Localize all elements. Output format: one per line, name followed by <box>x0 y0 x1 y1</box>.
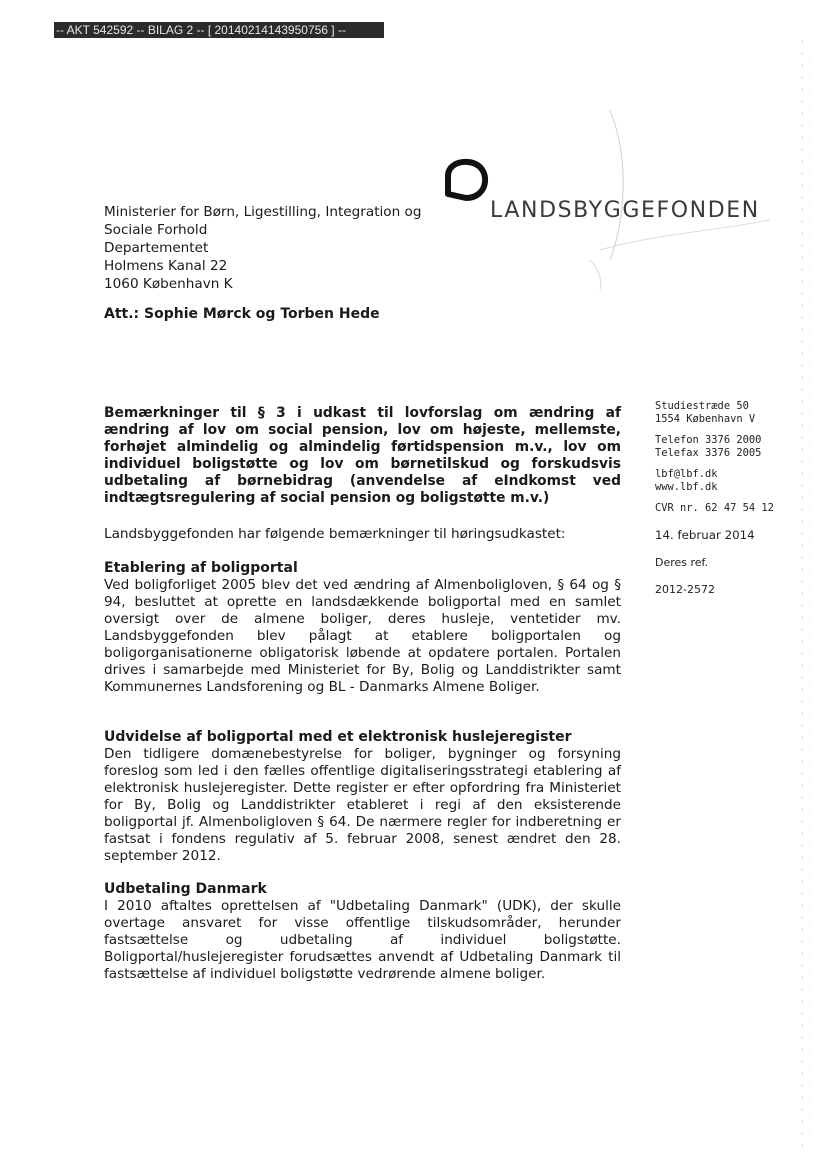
sender-phone: Telefon 3376 2000 <box>655 434 762 446</box>
letter-intro: Landsbyggefonden har følgende bemærkninger til høringsudkastet: <box>104 526 566 542</box>
sender-city: 1554 København V <box>655 413 756 425</box>
sender-cvr: CVR nr. 62 47 54 12 <box>655 502 774 514</box>
letter-date: 14. februar 2014 <box>655 528 755 542</box>
recipient-line: 1060 København K <box>104 276 233 292</box>
section-heading: Etablering af boligportal <box>104 560 298 576</box>
attention-line: Att.: Sophie Mørck og Torben Hede <box>104 306 380 322</box>
section-heading: Udbetaling Danmark <box>104 881 267 897</box>
section-huslejeregister <box>104 729 621 865</box>
section-body: I 2010 aftaltes oprettelsen af "Udbetaling Danmark" (UDK), der skulle overtage ansvaret for visse offentlige tilskudsområder, herunder fastsættelse og udbetaling af individuel boligstøtte. Boligportal/huslejeregister forudsættes anvendt af Udbetaling Danmark til fastsættelse af individuel boligstøtte vedrørende almene boliger. <box>104 898 621 982</box>
recipient-line: Departementet <box>104 240 209 256</box>
sender-street: Studiestræde 50 <box>655 400 749 412</box>
recipient-address <box>104 203 464 293</box>
section-body: Ved boligforliget 2005 blev det ved ændring af Almenboligloven, § 64 og § 94, besluttet at oprette en landsdækkende boligportal med en samlet oversigt over de almene boliger, deres husleje, ventetider mv. Landsbyggefonden blev pålagt at etablere boligportalen og boligorganisationerne obligatorisk løbende at opdatere portalen. Portalen drives i samarbejde med Ministeriet for By, Bolig og Landdistrikter samt Kommunernes Landsforening og BL - Danmarks Almene Boliger. <box>104 577 621 695</box>
sender-web: www.lbf.dk <box>655 481 718 493</box>
landsbyggefonden-logo-icon <box>440 158 490 202</box>
sender-info-column <box>655 400 805 596</box>
reference-number: 2012-2572 <box>655 583 715 596</box>
section-udbetaling-danmark <box>104 881 621 983</box>
letter-subject: Bemærkninger til § 3 i udkast til lovforslag om ændring af ændring af lov om social pension, lov om højeste, mellemste, forhøjet almindelig og almindelig førtidspension m.v., lov om individuel boligstøtte og lov om børnetilskud og forskudsvis udbetaling af børnebidrag (anvendelse af eIndkomst ved indtægtsregulering af social pension og boligstøtte m.v.) <box>104 405 621 506</box>
document-stamp: -- AKT 542592 -- BILAG 2 -- [ 20140214143950756 ] -- <box>54 22 384 38</box>
sender-email: lbf@lbf.dk <box>655 468 718 480</box>
section-boligportal <box>104 560 621 696</box>
recipient-line: Holmens Kanal 22 <box>104 258 228 274</box>
section-heading: Udvidelse af boligportal med et elektronisk huslejeregister <box>104 729 572 745</box>
sender-fax: Telefax 3376 2005 <box>655 447 762 459</box>
logo-wordmark: LANDSBYGGEFONDEN <box>490 198 760 223</box>
recipient-line: Ministerier for Børn, Ligestilling, Integration og <box>104 204 422 220</box>
scan-artifact-lines <box>570 100 826 400</box>
recipient-line: Sociale Forhold <box>104 222 208 238</box>
reference-label: Deres ref. <box>655 556 709 569</box>
section-body: Den tidligere domænebestyrelse for boliger, bygninger og forsyning foreslog som led i den fælles offentlige digitaliseringsstrategi etablering af elektronisk huslejeregister. Dette register er efter opfordring fra Ministeriet for By, Bolig og Landdistrikter etableret i regi af den eksisterende boligportal jf. Almenboligloven § 64. De nærmere regler for indberetning er fastsat i fondens regulativ af 5. februar 2008, senest ændret den 28. september 2012. <box>104 746 621 864</box>
